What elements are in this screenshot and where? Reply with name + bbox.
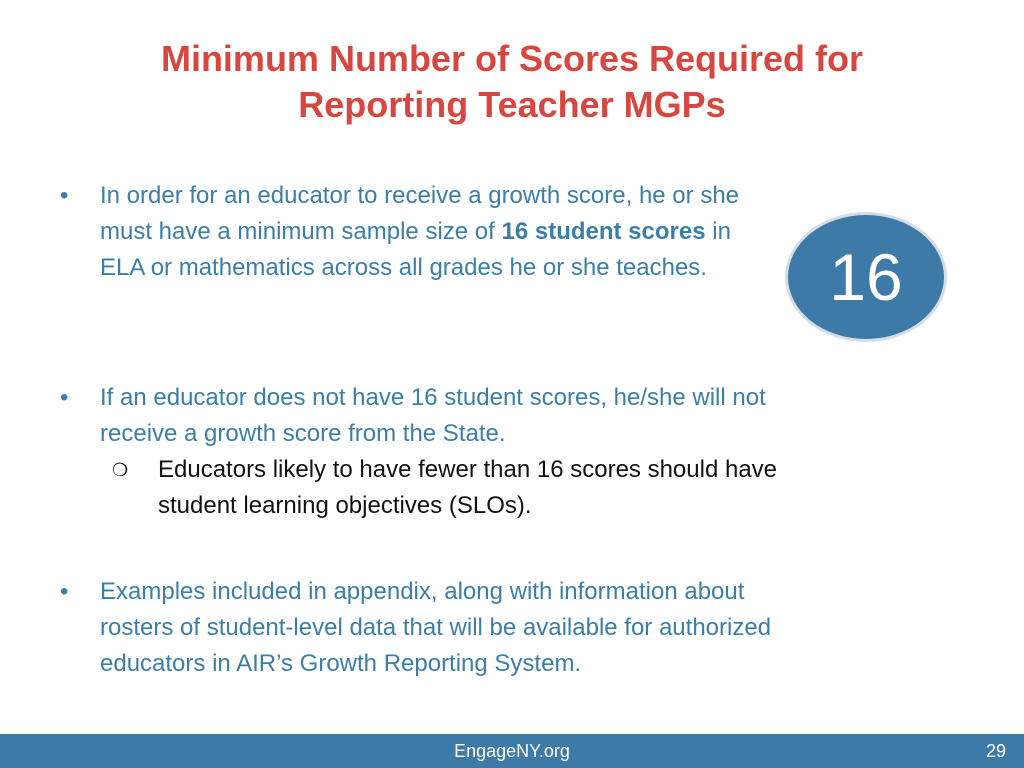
- sub-bullet-marker: ❍: [112, 460, 129, 480]
- page-number: 29: [985, 741, 1006, 761]
- bullet-marker: •: [60, 182, 69, 209]
- footer-site: EngageNY.org: [454, 741, 570, 761]
- bullet-1-bold: 16 student scores: [501, 218, 706, 245]
- bullet-2-text: If an educator does not have 16 student scores, he/she will not receive a growth score from the State.: [100, 384, 766, 447]
- bullet-2: [60, 380, 780, 524]
- sub-bullet-text: Educators likely to have fewer than 16 scores should have student learning objectives (SLOs).: [158, 456, 778, 519]
- bullet-marker: •: [60, 384, 69, 411]
- bullet-3: [60, 574, 780, 682]
- footer-bar: [0, 734, 1024, 768]
- title-line-1: Minimum Number of Scores Required for: [160, 38, 864, 79]
- bullet-1: [60, 178, 780, 286]
- title-line-2: Reporting Teacher MGPs: [298, 84, 726, 125]
- bullet-1-text-after: in ELA or mathematics across all grades he or she teaches.: [100, 218, 731, 281]
- bullet-marker: •: [60, 578, 69, 605]
- slide-title: [60, 36, 964, 128]
- callout-circle: [785, 212, 947, 342]
- bullet-1-text-before: In order for an educator to receive a growth score, he or she must have a minimum sample size of: [100, 182, 740, 245]
- sub-bullet: [60, 452, 780, 524]
- bullet-3-text: Examples included in appendix, along with information about rosters of student-level data that will be available for authorized educators in AIR’s Growth Reporting System.: [100, 578, 772, 677]
- callout-number: 16: [829, 240, 903, 314]
